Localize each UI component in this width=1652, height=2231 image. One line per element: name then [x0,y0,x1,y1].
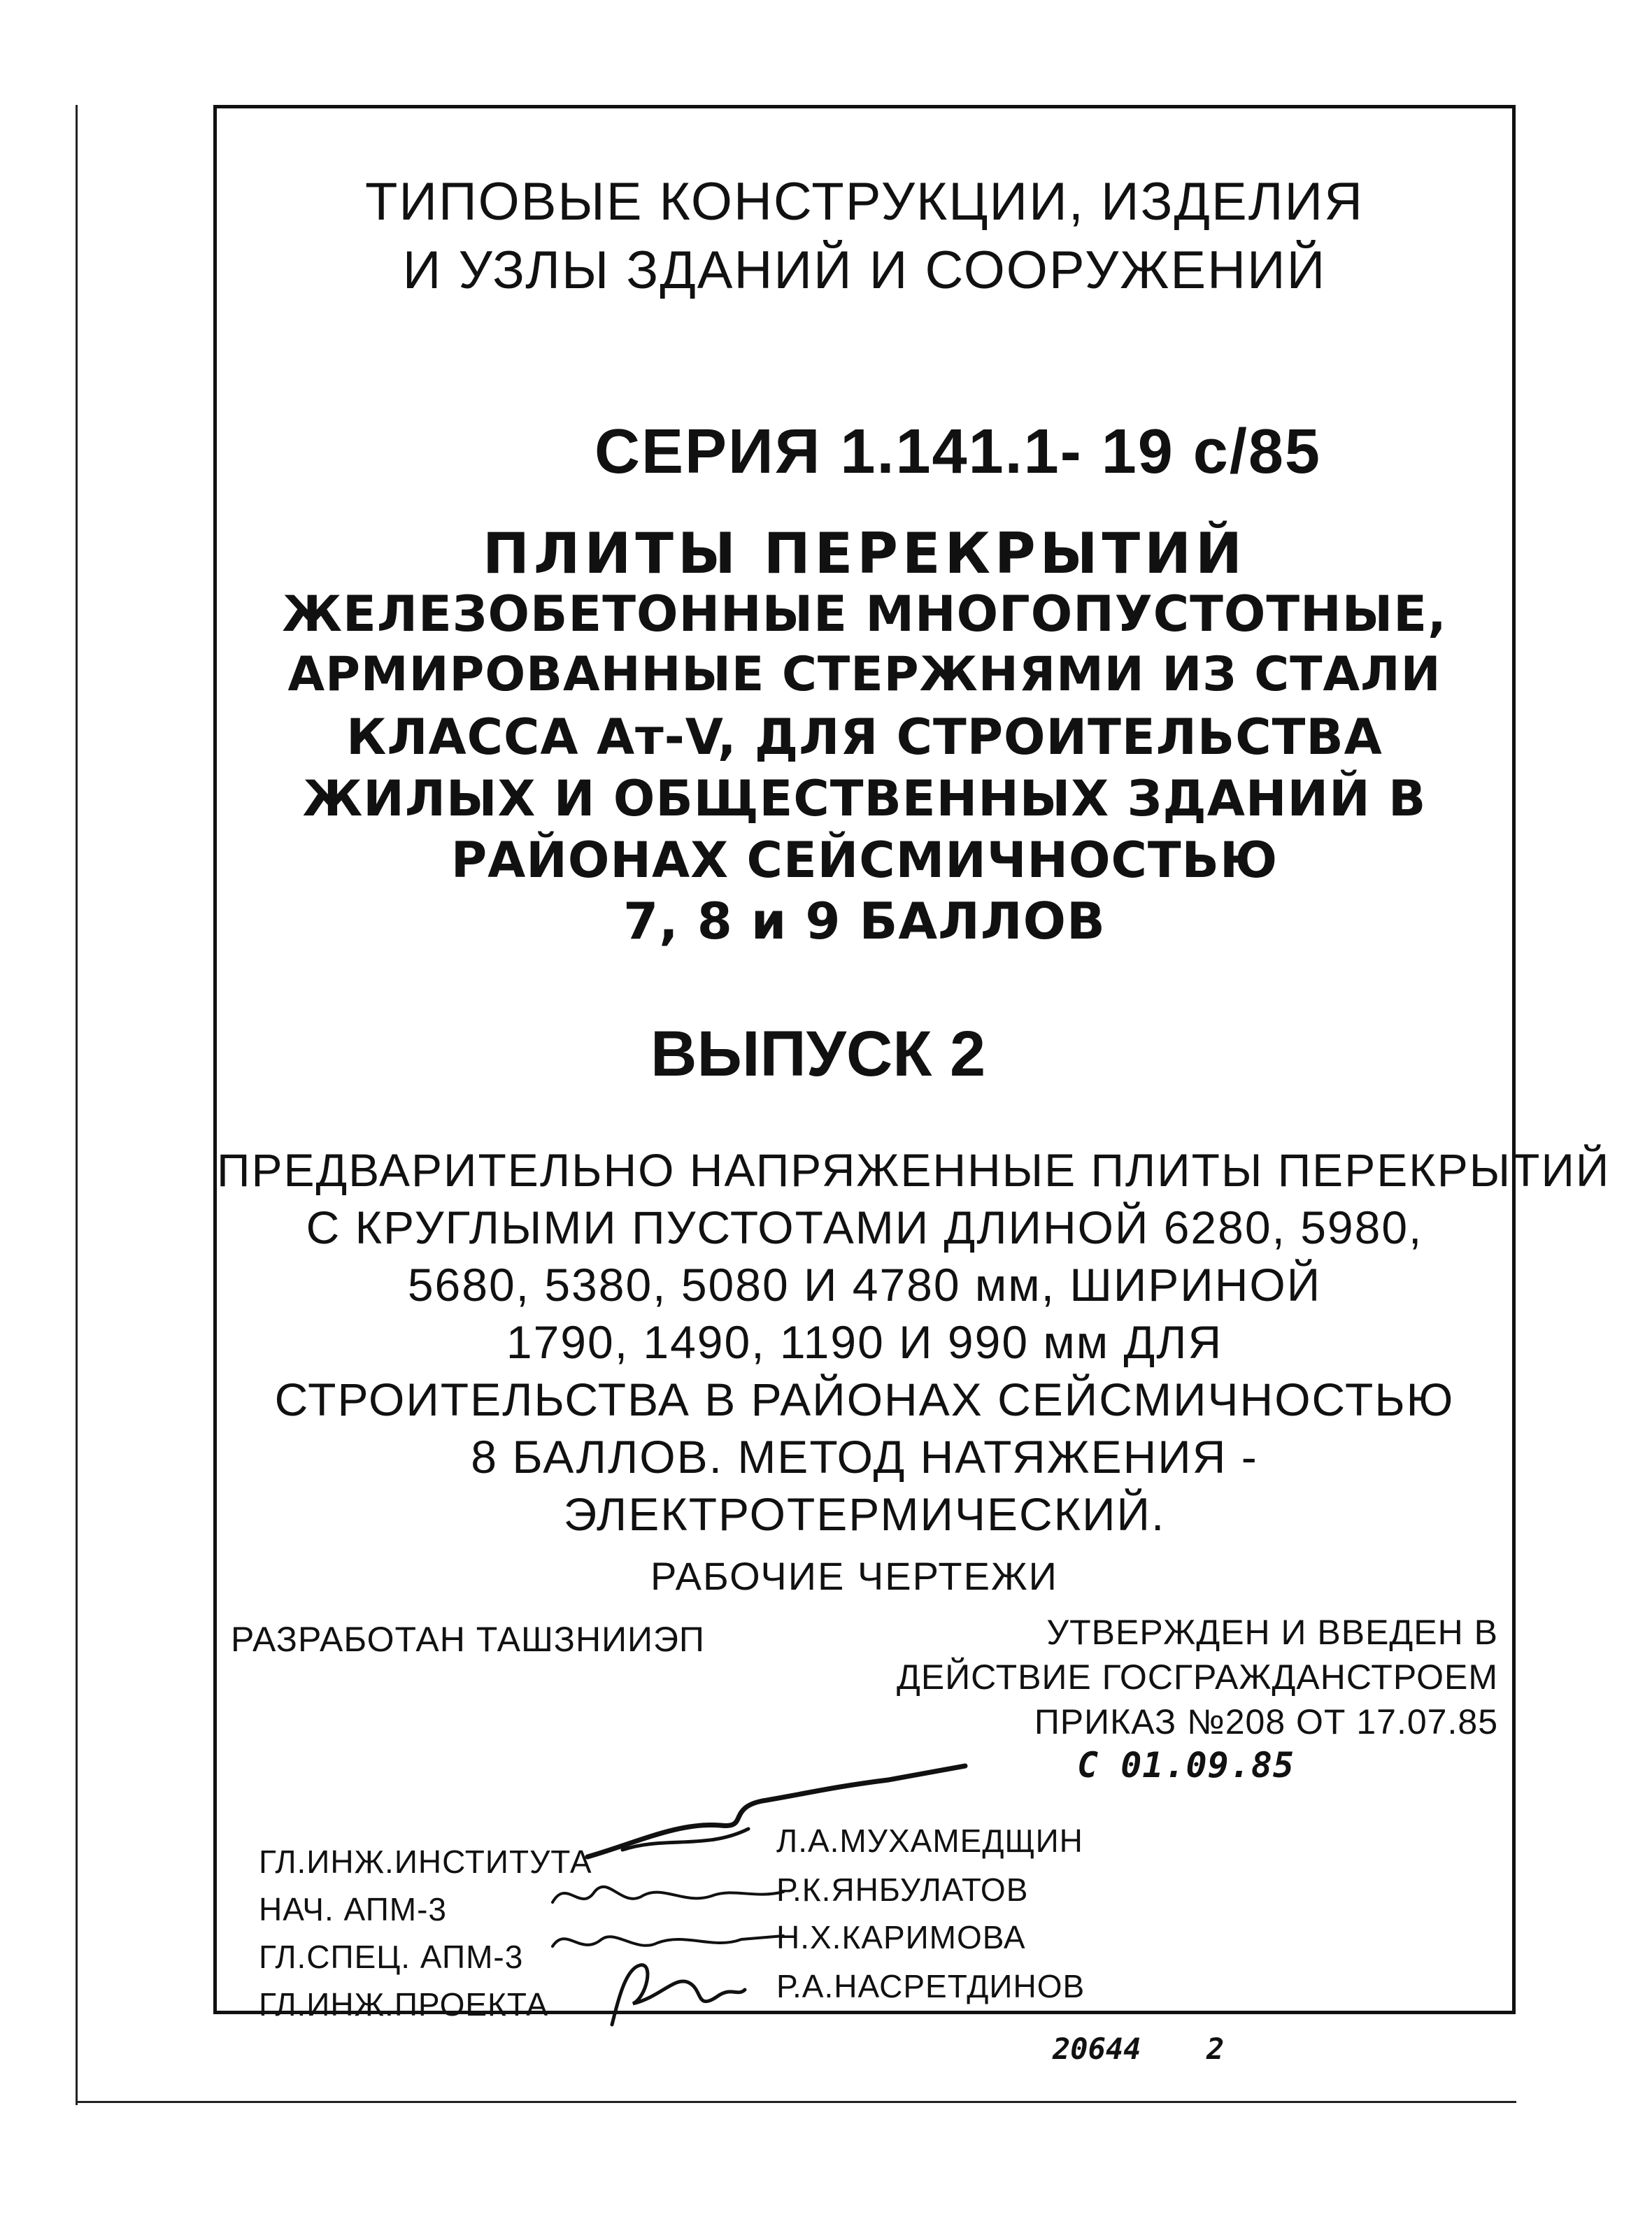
signatory-role-1: ГЛ.ИНЖ.ИНСТИТУТА [259,1844,592,1880]
header-line-2: И УЗЛЫ ЗДАНИЙ И СООРУЖЕНИЙ [402,241,1327,300]
description-line-1: ПРЕДВАРИТЕЛЬНО НАПРЯЖЕННЫЕ ПЛИТЫ ПЕРЕКРЫТИЙ [217,1144,1611,1196]
page-number: 2 [1206,2032,1225,2066]
signature-2-image [546,1871,797,1920]
issue-number: ВЫПУСК 2 [650,1018,986,1090]
signature-4-image [598,1955,752,2032]
approval-effective-date: С 01.09.85 [1077,1745,1295,1785]
working-drawings-label: РАБОЧИЕ ЧЕРТЕЖИ [650,1554,1058,1598]
signatory-name-2: Р.К.ЯНБУЛАТОВ [776,1872,1029,1908]
signatory-role-4: ГЛ.ИНЖ.ПРОЕКТА [259,1986,549,2023]
title-line-3: АРМИРОВАННЫЕ СТЕРЖНЯМИ ИЗ СТАЛИ [287,647,1441,702]
description-line-4: 1790, 1490, 1190 И 990 мм ДЛЯ [506,1316,1223,1368]
title-line-5: ЖИЛЫХ И ОБЩЕСТВЕННЫХ ЗДАНИЙ В [302,770,1427,827]
description-line-7: ЭЛЕКТРОТЕРМИЧЕСКИЙ. [563,1488,1166,1540]
title-line-6: РАЙОНАХ СЕЙСМИЧНОСТЬЮ [450,832,1279,889]
approval-line-3: ПРИКАЗ №208 ОТ 17.07.85 [1034,1702,1498,1741]
header-line-1: ТИПОВЫЕ КОНСТРУКЦИИ, ИЗДЕЛИЯ [364,172,1365,231]
title-line-1: ПЛИТЫ ПЕРЕКРЫТИЙ [483,521,1246,586]
series-number: СЕРИЯ 1.141.1- 19 с/85 [594,417,1321,487]
binding-margin-line [76,105,78,2105]
description-line-3: 5680, 5380, 5080 И 4780 мм, ШИРИНОЙ [407,1259,1322,1311]
title-line-2: ЖЕЛЕЗОБЕТОННЫЕ МНОГОПУСТОТНЫЕ, [282,585,1447,643]
description-line-5: СТРОИТЕЛЬСТВА В РАЙОНАХ СЕЙСМИЧНОСТЬЮ [274,1374,1455,1425]
approval-line-2: ДЕЙСТВИЕ ГОСГРАЖДАНСТРОЕМ [897,1658,1498,1697]
title-line-7: 7, 8 и 9 БАЛЛОВ [623,892,1106,950]
signature-1-image [581,1759,972,1871]
developed-by: РАЗРАБОТАН ТАШЗНИИЭП [231,1620,705,1659]
document-number: 20644 [1053,2032,1141,2066]
title-line-4: КЛАССА Ат-V, ДЛЯ СТРОИТЕЛЬСТВА [346,708,1383,766]
signatory-name-4: Р.А.НАСРЕТДИНОВ [776,1968,1085,2004]
description-line-2: С КРУГЛЫМИ ПУСТОТАМИ ДЛИНОЙ 6280, 5980, [306,1202,1423,1253]
description-line-6: 8 БАЛЛОВ. МЕТОД НАТЯЖЕНИЯ - [471,1431,1258,1483]
approval-line-1: УТВЕРЖДЕН И ВВЕДЕН В [1046,1613,1498,1652]
signatory-name-3: Н.Х.КАРИМОВА [776,1919,1026,1955]
bottom-margin-line [76,2101,1516,2103]
title-frame [213,105,1611,2023]
signatory-name-1: Л.А.МУХАМЕДЩИН [776,1823,1083,1859]
signatory-role-2: НАЧ. АПМ-3 [259,1891,447,1927]
signatory-role-3: ГЛ.СПЕЦ. АПМ-3 [259,1939,524,1975]
